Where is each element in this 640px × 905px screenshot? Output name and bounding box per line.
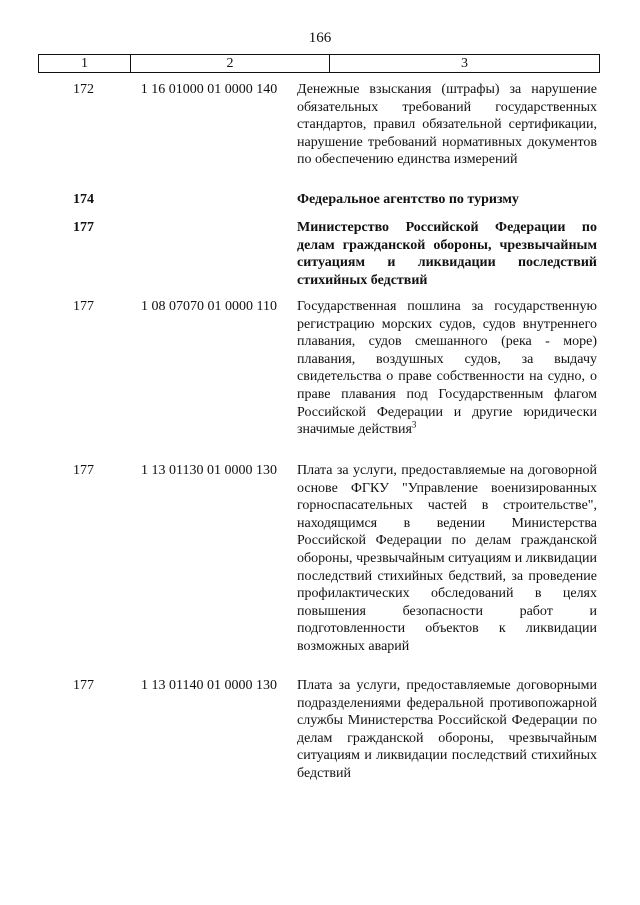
row-description: Плата за услуги, предоставляемые договорными подразделениями федеральной противопожарной службы Министерства Российской Федерации по делам гражданской обороны, чрезвычайным ситуациям и ликвидации последствий стихийных бедствий: [297, 678, 597, 781]
header-col-3: 3: [461, 56, 468, 71]
row-number: 172: [73, 82, 94, 97]
row-description: [297, 298, 597, 439]
budget-code: 1 13 01140 01 0000 130: [141, 678, 277, 693]
page-number: 166: [308, 30, 332, 46]
table-header: [38, 54, 600, 73]
row-number: 177: [73, 678, 94, 693]
header-col-2: 2: [131, 55, 330, 72]
budget-code: 1 16 01000 01 0000 140: [140, 82, 278, 97]
row-description: Плата за услуги, предоставляемые на договорной основе ФГКУ "Управление военизированных горноспасательных частей в строительстве", находящимся в ведении Министерства Российской Федерации по делам гражданской обороны, чрезвычайным ситуациям и ликвидации последствий стихийных бедствий, за проведение профилактических обследований в целях повышения безопасности работ и подготовленности объектов к ликвидации возможных аварий: [297, 463, 597, 654]
row-number: 177: [73, 463, 94, 478]
row-number: 174: [73, 192, 94, 207]
header-col-1: 1: [39, 55, 131, 72]
agency-heading: Федеральное агентство по туризму: [297, 192, 519, 207]
row-description: Денежные взыскания (штрафы) за нарушение обязательных требований государственных стандартов, правил обязательной сертификации, нарушение требований нормативных документов по обеспечению единства измерений: [297, 82, 597, 168]
row-number: 177: [73, 299, 94, 314]
budget-code: 1 08 07070 01 0000 110: [141, 299, 277, 314]
row-number: 177: [73, 220, 94, 235]
budget-code: 1 13 01130 01 0000 130: [141, 463, 277, 478]
row-description-text: Государственная пошлина за государственную регистрацию морских судов, судов внутреннего плавания, судов смешанного (река - море) плавания, воздушных судов, за выдачу свидетельства о праве собственности на судно, о праве плавания под Государственным флагом Российской Федерации и другие юридически значимые действия: [297, 299, 597, 438]
agency-heading: Министерство Российской Федерации по делам гражданской обороны, чрезвычайным ситуациям и ликвидации последствий стихийных бедствий: [297, 220, 597, 288]
footnote-marker: 3: [411, 419, 417, 430]
